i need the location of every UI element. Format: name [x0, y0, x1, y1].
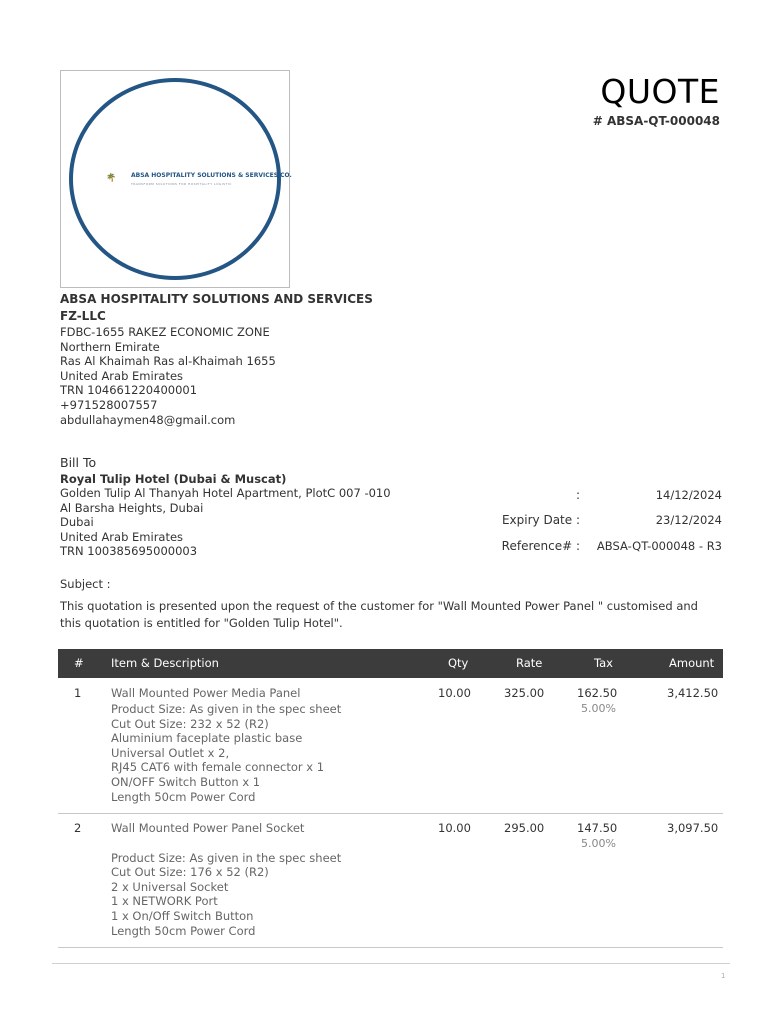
item-description: [111, 702, 341, 804]
address-line: Al Barsha Heights, Dubai: [60, 500, 204, 515]
address-line: United Arab Emirates: [60, 529, 184, 544]
description-line: 2 x Universal Socket: [111, 879, 229, 894]
description-line: Cut Out Size: 232 x 52 (R2): [111, 716, 269, 731]
item-description: [111, 836, 341, 938]
bill-to-label: Bill To: [60, 455, 97, 470]
description-line: RJ45 CAT6 with female connector x 1: [111, 760, 325, 775]
col-qty: Qty: [448, 656, 469, 670]
col-tax: Tax: [594, 656, 613, 670]
description-line: 1 x On/Off Switch Button: [111, 908, 254, 923]
address-line: Northern Emirate: [60, 339, 160, 354]
description-line: [111, 836, 341, 851]
address-line: Golden Tulip Al Thanyah Hotel Apartment, PlotC 007 -010: [60, 486, 391, 500]
item-title: Wall Mounted Power Panel Socket: [111, 821, 305, 835]
subject-label: Subject :: [60, 577, 111, 591]
company-phone: +971528007557: [60, 397, 158, 412]
palm-icon: 🌴: [106, 173, 116, 182]
description-line: Universal Outlet x 2,: [111, 745, 230, 760]
logo-ring: [69, 78, 281, 280]
description-line: Product Size: As given in the spec sheet: [111, 850, 342, 865]
col-rate: Rate: [516, 656, 543, 670]
address-line: Dubai: [60, 515, 94, 530]
row-amount: 3,097.50: [667, 821, 719, 835]
address-line: FDBC-1655 RAKEZ ECONOMIC ZONE: [60, 325, 270, 339]
logo-tagline: TRANSFORM SOLUTIONS FOR HOSPITALITY LOGISTIC: [131, 182, 232, 186]
subject-text: This quotation is presented upon the request of the customer for "Wall Mounted Power Panel " customised and this quotation is entitled for "Golden Tulip Hotel".: [60, 599, 698, 630]
description-line: Aluminium faceplate plastic base: [111, 731, 303, 746]
date-value: 14/12/2024: [655, 488, 722, 502]
date-label: :: [575, 488, 580, 502]
description-line: 1 x NETWORK Port: [111, 894, 218, 909]
row-tax-percent: 5.00%: [581, 702, 616, 715]
row-divider: [58, 813, 723, 814]
description-line: Cut Out Size: 176 x 52 (R2): [111, 865, 269, 880]
description-line: Product Size: As given in the spec sheet: [111, 702, 342, 716]
row-number: 1: [74, 686, 82, 700]
address-line: Ras Al Khaimah Ras al-Khaimah 1655: [60, 354, 276, 369]
client-address: [60, 486, 391, 559]
row-tax: 147.50: [577, 821, 618, 835]
logo-name: ABSA HOSPITALITY SOLUTIONS & SERVICES CO.: [131, 172, 292, 179]
company-address: [60, 325, 276, 427]
row-rate: 295.00: [504, 821, 545, 835]
address-line: United Arab Emirates: [60, 368, 184, 383]
row-tax: 162.50: [577, 686, 618, 700]
item-title: Wall Mounted Power Media Panel: [111, 686, 301, 700]
col-amount: Amount: [669, 656, 715, 670]
company-trn: TRN 104661220400001: [60, 383, 198, 398]
company-email: abdullahaymen48@gmail.com: [60, 412, 236, 427]
description-line: ON/OFF Switch Button x 1: [111, 774, 261, 789]
row-qty: 10.00: [438, 686, 471, 700]
reference-value: ABSA-QT-000048 - R3: [596, 539, 722, 553]
col-item: Item & Description: [111, 656, 219, 670]
quote-number: # ABSA-QT-000048: [592, 114, 720, 128]
row-tax-percent: 5.00%: [581, 837, 616, 850]
row-number: 2: [74, 821, 82, 835]
table-header: [58, 649, 723, 678]
client-trn: TRN 100385695000003: [60, 544, 198, 559]
company-logo: [60, 70, 290, 288]
page-divider: [52, 963, 730, 964]
expiry-label: Expiry Date :: [501, 513, 580, 527]
client-name: Royal Tulip Hotel (Dubai & Muscat): [60, 472, 287, 486]
page-number: 1: [721, 972, 726, 980]
company-name: ABSA HOSPITALITY SOLUTIONS AND SERVICES FZ-LLC: [60, 292, 373, 323]
row-rate: 325.00: [504, 686, 545, 700]
document-title: QUOTE: [600, 72, 720, 111]
col-num: #: [74, 656, 84, 670]
row-amount: 3,412.50: [667, 686, 719, 700]
description-line: Length 50cm Power Cord: [111, 789, 256, 804]
expiry-value: 23/12/2024: [655, 513, 722, 527]
row-qty: 10.00: [438, 821, 471, 835]
row-divider: [58, 947, 723, 948]
description-line: Length 50cm Power Cord: [111, 923, 256, 938]
reference-label: Reference# :: [501, 539, 580, 553]
